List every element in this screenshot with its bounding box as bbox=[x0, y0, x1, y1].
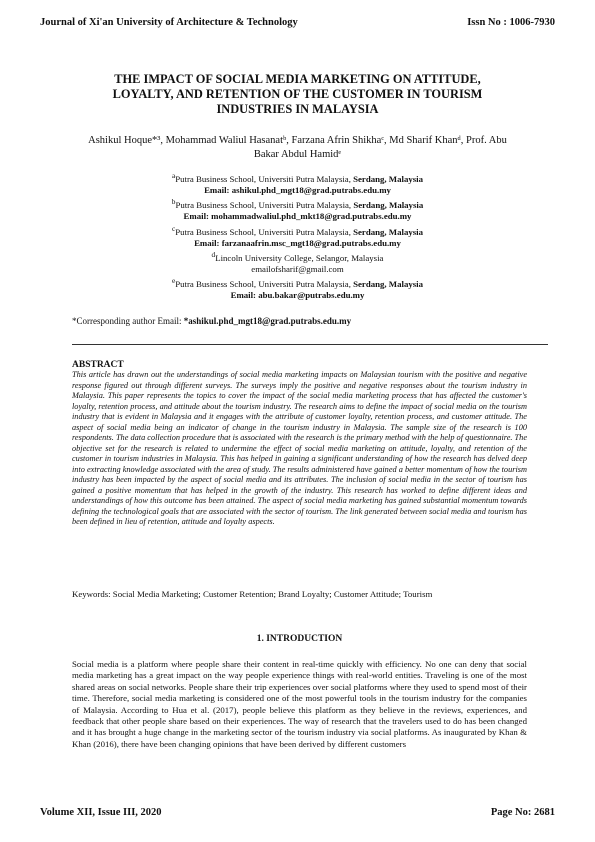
title-line: THE IMPACT OF SOCIAL MEDIA MARKETING ON ATTITUDE, bbox=[114, 72, 481, 86]
journal-name: Journal of Xi'an University of Architecture & Technology bbox=[40, 17, 298, 28]
paper-title bbox=[70, 72, 525, 117]
title-line: INDUSTRIES IN MALAYSIA bbox=[216, 102, 379, 116]
title-line: LOYALTY, AND RETENTION OF THE CUSTOMER IN TOURISM bbox=[112, 87, 483, 101]
section-divider bbox=[72, 344, 548, 345]
corresponding-email[interactable]: *ashikul.phd_mgt18@grad.putrabs.edu.my bbox=[183, 316, 352, 326]
affiliation-a: $^a$Putra Business School, Universiti Putra Malaysia, Serdang, Malaysia bbox=[171, 171, 424, 184]
affiliation-email: Email: ashikul.phd_mgt18@grad.putrabs.edu.my bbox=[204, 185, 391, 196]
affiliation-e: $^e$Putra Business School, Universiti Putra Malaysia, Serdang, Malaysia bbox=[171, 276, 424, 290]
affiliation-email: Email: farzanaafrin.msc_mgt18@grad.putrabs.edu.my bbox=[194, 237, 401, 248]
corresponding-author: *Corresponding author Email: *ashikul.phd_mgt18@grad.putrabs.edu.my bbox=[72, 316, 352, 326]
abstract-heading: ABSTRACT bbox=[72, 360, 124, 370]
affiliation-d: $^d$Lincoln University College, Selangor, Malaysia bbox=[211, 249, 384, 263]
volume-info: Volume XII, Issue III, 2020 bbox=[40, 807, 162, 818]
section-heading: 1. INTRODUCTION bbox=[256, 634, 343, 644]
issn-number: Issn No : 1006-7930 bbox=[467, 17, 555, 28]
author-list bbox=[70, 134, 525, 161]
keywords: Keywords: Social Media Marketing; Customer Retention; Brand Loyalty; Customer Attitude; Tourism bbox=[72, 589, 433, 599]
introduction-text: Social media is a platform where people share their content in real-time quickly with efficiency. No one can deny that social media marketing has a great impact on the way people experience things with real-world entities. Traveling is one of the most shared areas on social networks. People share their trip experiences over social platforms where they used to spend most of their time. Therefore, social media marketing is considered one of the most powerful tools in the tourism industry for the companies of Malaysia. According to Hua et al. (2017), people believe this platform as they believe in the reviews, experiences, and feedback that other people share based on their experiences. The way of research that the travelers used to do has been changed and it has brought a huge change in the marketing sector of the tourism industry via social platforms. As inaugurated by Khan & Khan (2016), there have been changing opinions that have been derived by different customers bbox=[72, 659, 527, 749]
author-line: Bakar Abdul Hamidᵉ bbox=[253, 148, 342, 160]
affiliations bbox=[90, 170, 505, 302]
affiliation-b: $^b$Putra Business School, Universiti Putra Malaysia, Serdang, Malaysia bbox=[171, 197, 424, 211]
affiliation-email: Email: mohammadwaliul.phd_mkt18@grad.putrabs.edu.my bbox=[183, 211, 412, 222]
author-line: Ashikul Hoque*³, Mohammad Waliul Hasanatᵇ, Farzana Afrin Shikhaᶜ, Md Sharif Khanᵈ, Prof. Abu bbox=[88, 135, 507, 146]
affiliation-email: Email: abu.bakar@putrabs.edu.my bbox=[230, 290, 365, 301]
affiliation-email: emailofsharif@gmail.com bbox=[251, 264, 344, 275]
page-number: Page No: 2681 bbox=[490, 807, 555, 818]
abstract-text: This article has drawn out the understandings of social media marketing impacts on Malaysian tourism with the positive and negative response figured out through different surveys. The surveys imply the positive and negative responses about the tourism industry in Malaysia. This paper represents the topics to cover the impact of the social media marketing process that has affected the customer's loyalty, retention process, and attitude about the tourism industry. The research aims to define the impact of social media on the tourism industry that is evident in Malaysia and it engages with the attribute of customer loyalty, retention process, and customer attitude. The aspect of social media being an indicator of change in the tourism industry in Malaysia. The sample size of the research is 100 respondents. The data collection procedure that is associated with the research is the primary method with the help of questionnaire. The objective set for the research is related to undermine the effect of social media marketing on attitude, loyalty, and retention of the customer in tourism industries in Malaysia. This has helped in gaining a significant understanding of how the research has delved deep into extracting knowledge associated with the area of study. The results administered have gained a better momentum of how the tourism industry has been impacted by the aspect of social media and its attributes. The inclusion of social media in the sector of tourism has gained a positive momentum that has helped in the growth of the industry. This research has worked to define different ideas and understandings of how this outcome has been attained. The aspect of social media marketing has gained substantial momentum towards defining the technological goals that are associated with the sector of tourism. The link generated between social media and tourism has been defined in lieu of retention, attitude and loyalty aspects. bbox=[72, 370, 527, 526]
affiliation-c: $^c$Putra Business School, Universiti Putra Malaysia, Serdang, Malaysia bbox=[171, 223, 424, 237]
